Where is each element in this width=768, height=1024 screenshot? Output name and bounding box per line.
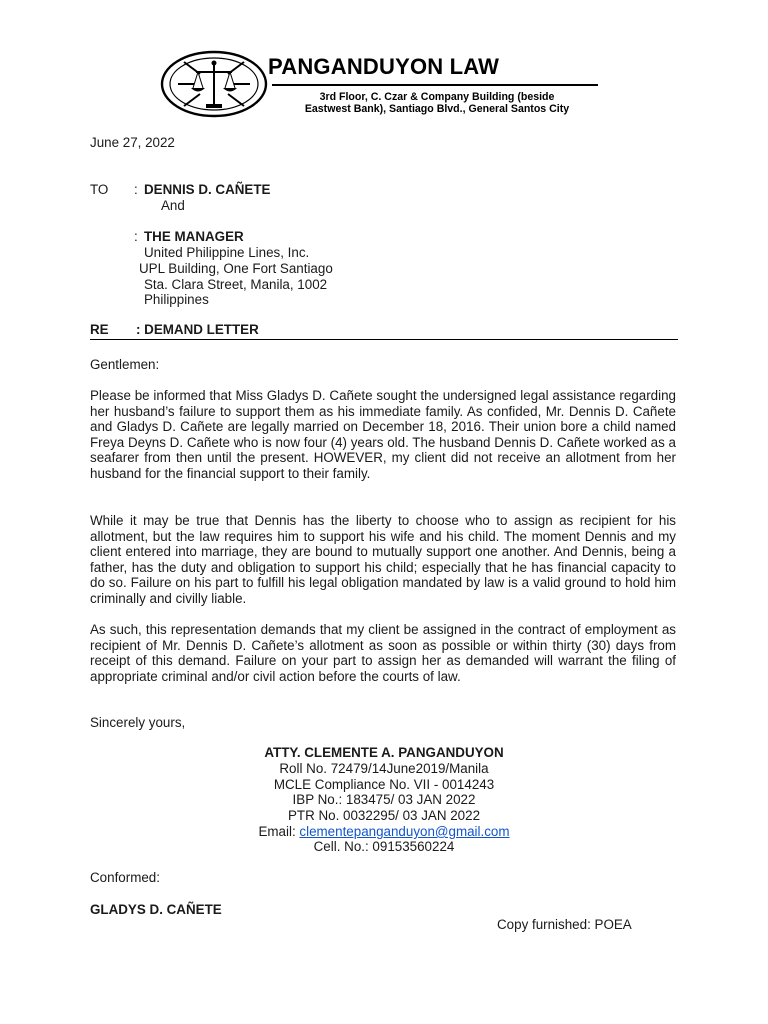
signatory-name: ATTY. CLEMENTE A. PANGANDUYON bbox=[264, 745, 504, 760]
firm-name: PANGANDUYON LAW bbox=[268, 54, 500, 79]
recipient-1-name: DENNIS D. CAÑETE bbox=[144, 182, 271, 197]
recipient-address-line: UPL Building, One Fort Santiago bbox=[139, 261, 333, 276]
recipient-address-line: Sta. Clara Street, Manila, 1002 bbox=[144, 277, 328, 292]
letter-date: June 27, 2022 bbox=[90, 135, 175, 150]
firm-address bbox=[268, 91, 606, 115]
body-paragraph-3: As such, this representation demands that my client be assigned in the contract of employment as recipient of Mr. Dennis D. Cañete’s allotment as soon as possible or within thirty (30) days from receipt of this demand. Failure on your part to assign her as demanded will warrant the filing of appropriate criminal and/or civil action before the courts of law. bbox=[90, 622, 676, 684]
signatory-cell: Cell. No.: 09153560224 bbox=[313, 839, 455, 854]
signatory-roll-no: Roll No. 72479/14June2019/Manila bbox=[279, 761, 489, 776]
to-colon-2: : bbox=[134, 229, 138, 244]
re-subject: : DEMAND LETTER bbox=[136, 322, 259, 337]
copy-furnished: Copy furnished: POEA bbox=[497, 917, 632, 932]
firm-address-line-2: Eastwest Bank), Santiago Blvd., General Santos City bbox=[304, 103, 570, 115]
signatory-mcle: MCLE Compliance No. VII - 0014243 bbox=[273, 777, 495, 792]
email-link[interactable]: clementepanganduyon@gmail.com bbox=[299, 824, 510, 839]
recipient-address-line: Philippines bbox=[144, 292, 209, 307]
closing: Sincerely yours, bbox=[90, 715, 186, 730]
signatory-ptr: PTR No. 0032295/ 03 JAN 2022 bbox=[287, 808, 481, 823]
body-paragraph-2: While it may be true that Dennis has the liberty to choose who to assign as recipient for his allotment, but the law requires him to support his wife and his child. The moment Dennis and my client entered into marriage, they are bound to mutually support one another. And Dennis, being a father, has the duty and obligation to support his child; especially that he has financial capacity to do so. Failure on his part to fulfill his legal obligation mandated by law is a valid ground to hold him criminally and civilly liable. bbox=[90, 513, 676, 606]
letterhead bbox=[160, 48, 606, 120]
recipient-address-line: United Philippine Lines, Inc. bbox=[144, 245, 310, 260]
scales-of-justice-logo-icon bbox=[160, 50, 268, 118]
letterhead-rule bbox=[272, 84, 598, 86]
to-colon: : bbox=[134, 182, 138, 197]
salutation: Gentlemen: bbox=[90, 357, 160, 372]
body-paragraph-1: Please be informed that Miss Gladys D. Cañete sought the undersigned legal assistance regarding her husband’s failure to support them as his immediate family. As confided, Mr. Dennis D. Cañete and Gladys D. Cañete are legally married on December 18, 2016. Their union bore a child named Freya Deyns D. Cañete who is now four (4) years old. The husband Dennis D. Cañete worked as a seafarer from then until the present. HOWEVER, my client did not receive an allotment from her husband for the financial support to their family. bbox=[90, 388, 676, 481]
and-conjunction: And bbox=[161, 198, 185, 213]
conformed-label: Conformed: bbox=[90, 870, 160, 885]
conformed-name: GLADYS D. CAÑETE bbox=[90, 902, 222, 917]
signatory-email-line bbox=[200, 824, 568, 840]
to-label: TO bbox=[90, 182, 109, 197]
firm-address-line-1: 3rd Floor, C. Czar & Company Building (beside bbox=[319, 91, 555, 103]
signatory-ibp: IBP No.: 183475/ 03 JAN 2022 bbox=[292, 792, 476, 807]
recipient-2-name: THE MANAGER bbox=[144, 229, 244, 244]
re-underline bbox=[90, 339, 678, 340]
re-label: RE bbox=[90, 322, 109, 337]
email-label: Email: bbox=[258, 824, 300, 839]
